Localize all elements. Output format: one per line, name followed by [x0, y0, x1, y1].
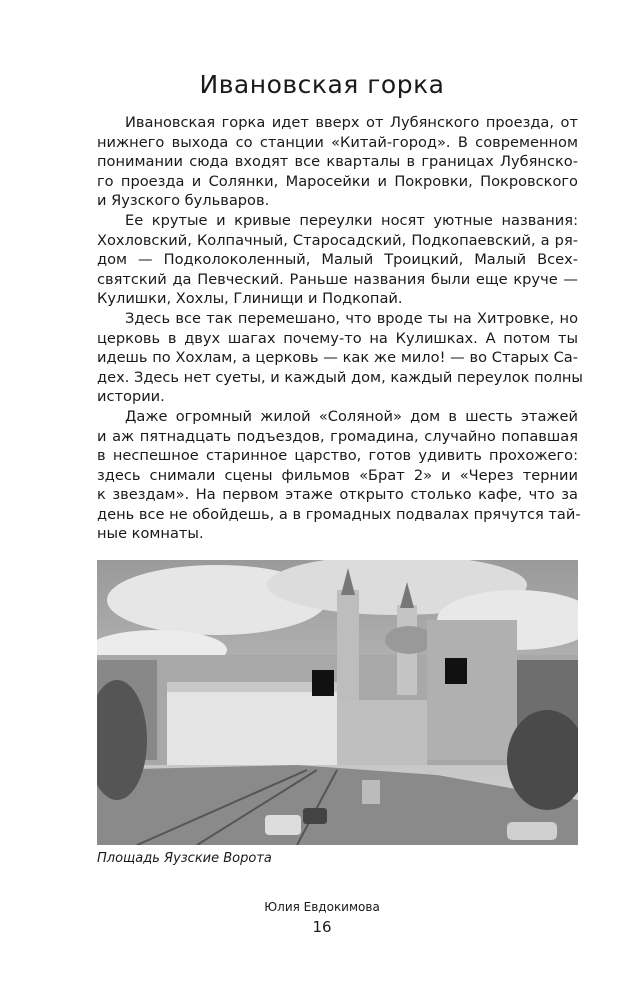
text-line: и аж пятнадцать подъездов, громадина, случайно попавшая — [97, 427, 578, 445]
text-line: нижнего выхода со станции «Китай-город». В современном — [97, 133, 578, 151]
text-line: Кулишки, Хохлы, Глинищи и Подкопай. — [97, 290, 403, 308]
text-line: ные комнаты. — [97, 525, 204, 543]
text-line: и Яузского бульваров. — [97, 192, 270, 210]
chapter-title: Ивановская горка — [199, 70, 445, 99]
text-line: в неспешное старинное царство, готов удивить прохожего: — [97, 447, 578, 465]
text-line: дом — Подколоколенный, Малый Троицкий, Малый Всех- — [97, 251, 578, 269]
text-line: дех. Здесь нет суеты, и каждый дом, каждый переулок полны — [97, 368, 583, 386]
photo-caption: Площадь Яузские Ворота — [97, 851, 272, 866]
street-photo — [97, 560, 578, 845]
text-line: го проезда и Солянки, Маросейки и Покровки, Покровского — [97, 172, 578, 190]
text-line: церковь в двух шагах почему-то на Кулишках. А потом ты — [97, 329, 578, 347]
running-footer-author: Юлия Евдокимова — [264, 900, 380, 914]
text-line: истории. — [97, 388, 165, 406]
text-line: Хохловский, Колпачный, Старосадский, Подкопаевский, а ря- — [97, 231, 578, 249]
text-line: Здесь все так перемешано, что вроде ты на Хитровке, но — [125, 309, 578, 327]
text-line: Ивановская горка идет вверх от Лубянского проезда, от — [125, 114, 578, 131]
text-line: святский да Певческий. Раньше названия были еще круче — — [97, 270, 578, 288]
photo-yauzskie-vorota — [97, 560, 578, 845]
body-text — [97, 113, 583, 544]
text-line: Ее крутые и кривые переулки носят уютные названия: — [125, 211, 578, 229]
page-number: 16 — [312, 918, 332, 936]
text-line: понимании сюда входят все кварталы в границах Лубянско- — [97, 153, 578, 171]
text-line: идешь по Хохлам, а церковь — как же мило! — во Старых Са- — [97, 349, 578, 367]
text-line: к звездам». На первом этаже открыто столько кафе, что за — [97, 486, 578, 504]
text-line: день все не обойдешь, а в громадных подвалах прячутся тай- — [97, 505, 581, 523]
text-line: Даже огромный жилой «Соляной» дом в шесть этажей — [125, 407, 578, 425]
text-line: здесь снимали сцены фильмов «Брат 2» и «Через тернии — [97, 466, 578, 484]
